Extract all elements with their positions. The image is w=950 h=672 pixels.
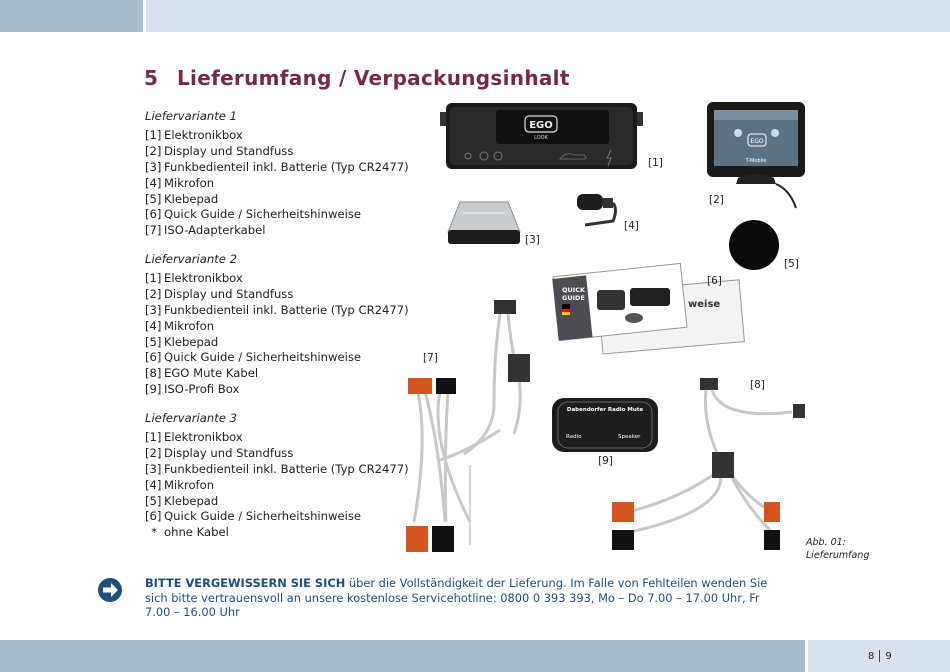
arrow-right-circle-icon <box>97 577 123 603</box>
figure-label-7: [7] <box>423 352 438 364</box>
notice-bold: BITTE VERGEWISSERN SIE SICH <box>145 576 346 590</box>
svg-text:Radio: Radio <box>566 434 582 440</box>
list-item: [1] Elektronikbox <box>145 270 243 285</box>
footer-bar-left <box>0 640 805 672</box>
list-item: [7] ISO-Adapterkabel <box>145 223 266 238</box>
figure-label-8: [8] <box>750 379 765 391</box>
figure-caption: Abb. 01: Lieferumfang <box>806 537 870 561</box>
footnote: * ohne Kabel <box>151 525 229 540</box>
chapter-number: 5 <box>144 66 159 90</box>
list-item: [3] Funkbedienteil inkl. Batterie (Typ CR2477) <box>145 159 409 174</box>
svg-text:Dabendorfer Radio Mute: Dabendorfer Radio Mute <box>566 407 644 413</box>
svg-text:weise: weise <box>688 299 721 310</box>
variant-2-title: Liefervariante 2 <box>145 252 237 266</box>
svg-text:EGO: EGO <box>750 138 764 145</box>
display-illustration <box>707 102 805 208</box>
list-item: [4] Mikrofon <box>145 477 215 492</box>
page-number <box>868 650 892 662</box>
list-item: [2] Display und Standfuss <box>145 445 294 460</box>
iso-adapter-cable-illustration <box>406 300 530 552</box>
chapter-title: Lieferumfang / Verpackungsinhalt <box>177 66 570 90</box>
page-separator <box>879 650 880 662</box>
list-item: [2] Display und Standfuss <box>145 143 294 158</box>
list-item: [2] Display und Standfuss <box>145 286 294 301</box>
figure-label-3: [3] <box>525 234 540 246</box>
list-item: [4] Mikrofon <box>145 318 215 333</box>
notice-text <box>145 576 785 620</box>
list-item: [5] Klebepad <box>145 493 219 508</box>
figure-label-4: [4] <box>624 220 639 232</box>
figure-label-9: [9] <box>598 455 613 467</box>
variant-3-title: Liefervariante 3 <box>145 411 237 425</box>
list-item: [1] Elektronikbox <box>145 429 243 444</box>
svg-text:EGO: EGO <box>529 120 553 131</box>
figure-label-5: [5] <box>784 258 799 270</box>
microphone-illustration <box>577 194 616 225</box>
figure-label-1: [1] <box>648 157 663 169</box>
page-number-left: 8 <box>868 650 875 662</box>
page-number-right: 9 <box>885 650 892 662</box>
list-item: [8] EGO Mute Kabel <box>145 366 259 381</box>
list-item: [5] Klebepad <box>145 191 219 206</box>
variant-1-title: Liefervariante 1 <box>145 109 237 123</box>
svg-text:T-Mobile: T-Mobile <box>745 158 767 164</box>
list-item: [1] Elektronikbox <box>145 127 243 142</box>
figure-label-2: [2] <box>709 194 724 206</box>
notice-body: über die Vollständigkeit der Lieferung. Im Falle von Fehlteilen wenden Sie sich bitte vertrauensvoll an unsere kostenlose Servicehotline: 0800 0 393 393, Mo – Do 7.00 – 17.00 Uhr, Fr 7.00 – 16.00 Uhr <box>145 576 768 619</box>
adhesive-pad-illustration <box>729 220 779 270</box>
svg-text:Speaker: Speaker <box>618 434 641 440</box>
iso-profi-box-illustration <box>552 398 658 452</box>
list-item: [6] Quick Guide / Sicherheitshinweise <box>145 350 362 365</box>
list-item: [9] ISO-Profi Box <box>145 382 240 397</box>
svg-text:QUICK: QUICK <box>562 286 586 294</box>
remote-illustration <box>448 202 520 244</box>
list-item: [6] Quick Guide / Sicherheitshinweise <box>145 509 362 524</box>
list-item: [6] Quick Guide / Sicherheitshinweise <box>145 207 362 222</box>
electronic-box-illustration <box>440 103 643 169</box>
svg-text:GUIDE: GUIDE <box>562 294 585 302</box>
list-item: [5] Klebepad <box>145 334 219 349</box>
svg-text:LOOK: LOOK <box>534 135 548 141</box>
list-item: [3] Funkbedienteil inkl. Batterie (Typ CR2477) <box>145 461 409 476</box>
list-item: [3] Funkbedienteil inkl. Batterie (Typ CR2477) <box>145 302 409 317</box>
list-item: [4] Mikrofon <box>145 175 215 190</box>
figure-label-6: [6] <box>707 275 722 287</box>
